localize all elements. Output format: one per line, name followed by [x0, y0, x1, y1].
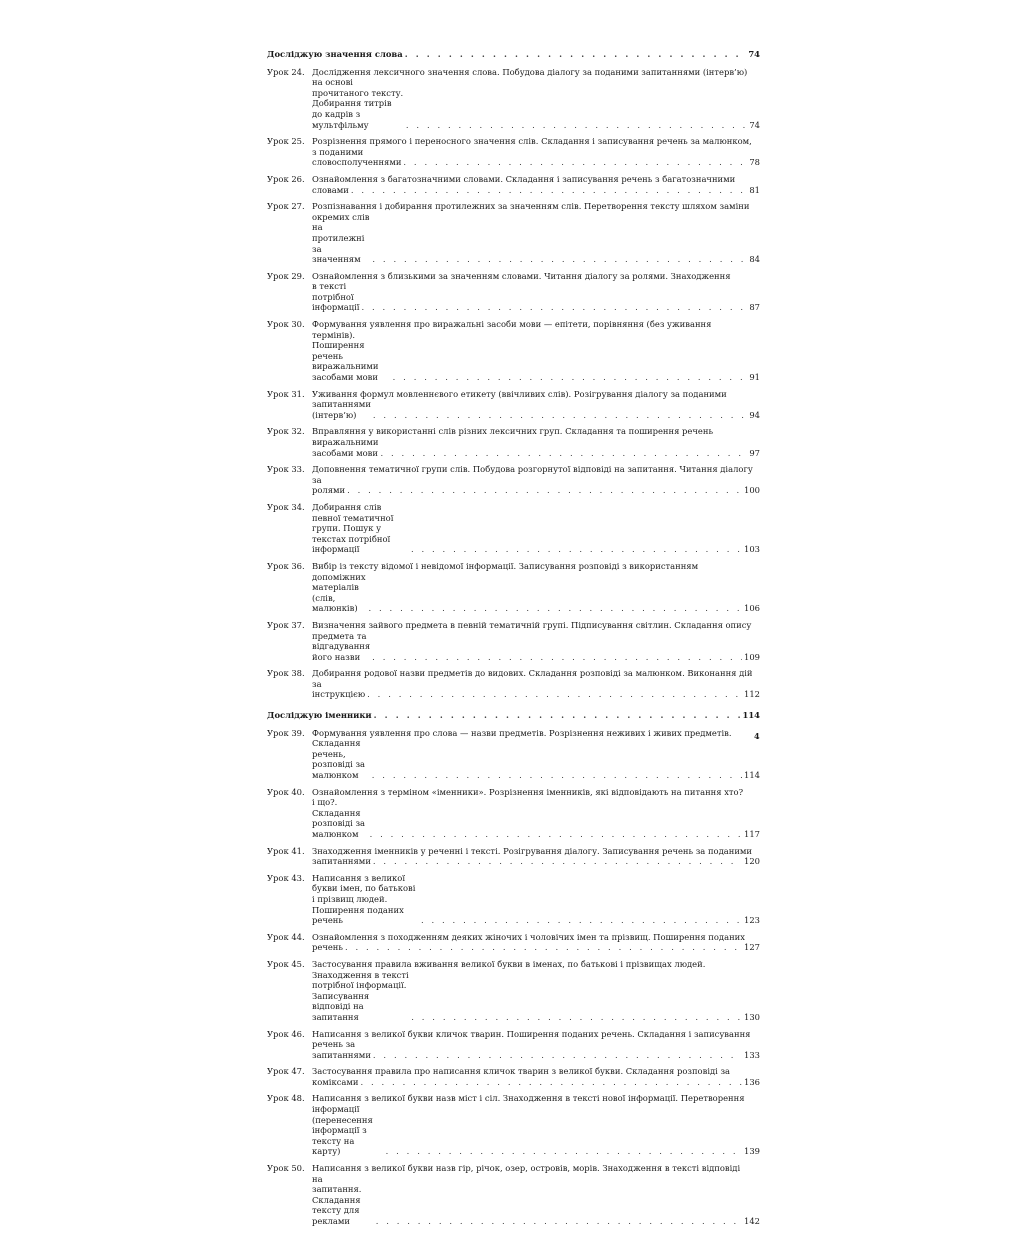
lesson-page-number: 74 — [749, 119, 760, 130]
toc-lesson-entry — [267, 932, 760, 953]
dot-leader — [373, 856, 742, 867]
lesson-title-line: Розрізнення прямого і переносного значення слів. Складання і записування речень за малюнком, — [312, 136, 752, 147]
lesson-title-line: Написання з великої букви імен, по батькові і прізвищ людей. Поширення поданих речень — [312, 872, 416, 926]
lesson-page-number: 84 — [749, 254, 760, 265]
lesson-page-number: 120 — [744, 856, 760, 867]
lesson-number: Урок 33. — [267, 464, 305, 475]
toc-lesson-entry — [267, 787, 760, 840]
lesson-number: Урок 44. — [267, 931, 305, 942]
lesson-title-line: запитаннями — [312, 856, 371, 867]
lesson-number: Урок 39. — [267, 727, 305, 738]
dot-leader — [361, 302, 747, 313]
lesson-page-number: 136 — [744, 1076, 760, 1087]
lesson-title-line: Вибір із тексту відомої і невідомої інформації. Записування розповіді з використанням — [312, 560, 699, 571]
toc-section-heading — [267, 49, 760, 60]
lesson-title-line: на запитання. Складання тексту для реклами — [312, 1173, 362, 1226]
dot-leader — [386, 1146, 742, 1157]
dot-leader — [367, 689, 742, 700]
toc-lesson-entry — [267, 668, 760, 700]
dot-leader — [393, 372, 748, 383]
dot-leader — [345, 942, 742, 953]
toc-lesson-entry — [267, 319, 760, 383]
lesson-number: Урок 27. — [267, 201, 305, 212]
lesson-number: Урок 45. — [267, 958, 305, 969]
lesson-title-line: за ролями — [312, 474, 346, 496]
dot-leader — [406, 120, 747, 131]
lesson-title-line: Знаходження в тексті потрібної інформації. Записування відповіді на запитання — [312, 969, 409, 1022]
lesson-page-number: 114 — [744, 770, 760, 781]
dot-leader — [360, 1077, 742, 1088]
lesson-title-line: Застосування правила вживання великої букви в іменах, по батькові і прізвищах людей. — [312, 958, 706, 969]
lesson-title-line: речень — [312, 942, 343, 953]
lesson-number: Урок 36. — [267, 560, 305, 571]
lesson-number: Урок 31. — [267, 388, 305, 399]
lesson-page-number: 103 — [744, 544, 760, 555]
lesson-number: Урок 29. — [267, 270, 305, 281]
toc-lesson-entry — [267, 389, 760, 421]
dot-leader — [373, 1050, 742, 1061]
section-title: Досліджую іменники — [267, 710, 372, 721]
lesson-title-line: і що?. Складання розповіді за малюнком — [312, 797, 366, 839]
lesson-page-number: 91 — [749, 372, 760, 383]
lesson-title-line: допоміжних матеріалів (слів, малюнків) — [312, 571, 366, 614]
lesson-number: Урок 43. — [267, 872, 305, 883]
dot-leader — [381, 448, 748, 459]
lesson-number: Урок 32. — [267, 426, 305, 437]
dot-leader — [376, 1216, 742, 1227]
toc-lesson-entry — [267, 426, 760, 458]
lesson-title-line: з поданими словосполученнями — [312, 146, 402, 168]
lesson-number: Урок 37. — [267, 619, 305, 630]
dot-leader — [421, 915, 742, 926]
lesson-page-number: 81 — [749, 184, 760, 195]
lesson-title-line: Написання з великої букви кличок тварин. Поширення поданих речень. Складання і записування — [312, 1028, 751, 1039]
dot-leader — [405, 49, 747, 60]
dot-leader — [372, 254, 747, 265]
lesson-title-line: за інструкцією — [312, 678, 366, 700]
lesson-page-number: 112 — [744, 689, 760, 700]
toc-lesson-entry — [267, 502, 760, 555]
lesson-page-number: 106 — [744, 603, 760, 614]
toc-lesson-entry — [267, 1163, 760, 1227]
lesson-title-line: Ознайомлення з багатозначними словами. Складання і записування речень з багатозначними — [312, 173, 736, 184]
lesson-title-line: Знаходження іменників у реченні і тексті. Розігрування діалогу. Записування речень за поданими — [312, 845, 752, 856]
lesson-title-line: Дослідження лексичного значення слова. Побудова діалогу за поданими запитаннями (інтерв’ю) — [312, 66, 748, 77]
lesson-number: Урок 48. — [267, 1093, 305, 1104]
lesson-title-line: Ознайомлення з близькими за значенням словами. Читання діалогу за ролями. Знаходження — [312, 270, 731, 281]
dot-leader — [372, 770, 742, 781]
lesson-page-number: 78 — [749, 157, 760, 168]
toc-lesson-entry — [267, 136, 760, 168]
lesson-number: Урок 50. — [267, 1163, 305, 1174]
toc-lesson-entry — [267, 728, 760, 781]
lesson-page-number: 142 — [744, 1216, 760, 1226]
dot-leader — [370, 829, 742, 840]
lesson-title-line: Вправляння у використанні слів різних лексичних груп. Складання та поширення речень — [312, 426, 713, 437]
lesson-title-line: на основі прочитаного тексту. Добирання титрів до кадрів з мультфільму — [312, 77, 404, 130]
lesson-number: Урок 24. — [267, 66, 305, 77]
toc-lesson-entry — [267, 620, 760, 662]
toc-lesson-entry — [267, 1093, 760, 1157]
lesson-title-line: запитаннями (інтерв’ю) — [312, 399, 371, 420]
lesson-page-number: 87 — [749, 302, 760, 313]
lesson-page-number: 109 — [744, 651, 760, 662]
lesson-number: Урок 30. — [267, 319, 305, 330]
toc-lesson-entry — [267, 1066, 760, 1087]
lesson-page-number: 117 — [744, 829, 760, 839]
toc-lesson-entry — [267, 464, 760, 496]
lesson-page-number: 139 — [744, 1146, 760, 1157]
table-of-contents — [267, 47, 760, 1233]
toc-lesson-entry — [267, 1029, 760, 1061]
dot-leader — [411, 1012, 742, 1023]
dot-leader — [372, 652, 742, 663]
dot-leader — [373, 410, 747, 421]
lesson-page-number: 130 — [744, 1011, 760, 1022]
lesson-page-number: 97 — [749, 447, 760, 458]
toc-lesson-entry — [267, 561, 760, 614]
lesson-title-line: коміксами — [312, 1076, 359, 1087]
lesson-number: Урок 41. — [267, 845, 305, 856]
lesson-title-line: Уживання формул мовленнєвого етикету (ввічливих слів). Розігрування діалогу за поданими — [312, 388, 727, 399]
dot-leader — [411, 544, 742, 555]
lesson-title-line: Написання з великої букви назв міст і сіл. Знаходження в тексті нової інформації. Перетворення — [312, 1093, 745, 1104]
lesson-page-number: 127 — [744, 942, 760, 953]
toc-lesson-entry — [267, 846, 760, 867]
lesson-title-line: Застосування правила про написання кличок тварин з великої букви. Складання розповіді за — [312, 1066, 731, 1077]
lesson-number: Урок 25. — [267, 136, 305, 147]
lesson-page-number: 94 — [749, 409, 760, 420]
section-page-number: 114 — [742, 710, 760, 721]
toc-lesson-entry — [267, 67, 760, 131]
page-number: 4 — [754, 731, 760, 741]
lesson-number: Урок 38. — [267, 668, 305, 679]
lesson-page-number: 133 — [744, 1049, 760, 1060]
lesson-title-line: Розпізнавання і добирання протилежних за значенням слів. Перетворення тексту шляхом заміни — [312, 201, 750, 212]
lesson-title-line: термінів). Поширення речень виражальними засобами мови — [312, 329, 379, 383]
lesson-title-line: в тексті потрібної інформації — [312, 281, 360, 313]
lesson-title-line: Визначення зайвого предмета в певній тематичній групі. Підписування світлин. Складання опису — [312, 619, 752, 630]
lesson-number: Урок 47. — [267, 1066, 305, 1077]
lesson-title-line: Формування уявлення про слова — назви предметів. Розрізнення неживих і живих предметів. — [312, 727, 732, 738]
lesson-title-line: Доповнення тематичної групи слів. Побудова розгорнутої відповіді на запитання. Читання діалогу — [312, 464, 753, 475]
dot-leader — [347, 485, 742, 496]
lesson-title-line: виражальними засобами мови — [312, 437, 379, 458]
lesson-page-number: 100 — [744, 485, 760, 496]
dot-leader — [369, 603, 743, 614]
lesson-number: Урок 34. — [267, 501, 305, 512]
lesson-page-number: 123 — [744, 915, 760, 926]
lesson-title-line: предмета та відгадування його назви — [312, 630, 371, 662]
dot-leader — [351, 185, 747, 196]
lesson-number: Урок 46. — [267, 1028, 305, 1039]
toc-lesson-entry — [267, 174, 760, 195]
lesson-title-line: Добирання родової назви предметів до видових. Складання розповіді за малюнком. Виконання дій — [312, 668, 753, 679]
section-title: Досліджую значення слова — [267, 49, 403, 59]
lesson-title-line: окремих слів на протилежні за значенням — [312, 211, 370, 265]
dot-leader — [374, 710, 741, 721]
lesson-number: Урок 26. — [267, 173, 305, 184]
lesson-title-line: словами — [312, 184, 349, 195]
lesson-title-line: Написання з великої букви назв гір, річок, озер, островів, морів. Знаходження в тексті відповіді — [312, 1163, 741, 1174]
lesson-title-line: Формування уявлення про виражальні засоби мови — епітети, порівняння (без уживання — [312, 319, 712, 330]
toc-lesson-entry — [267, 873, 760, 926]
dot-leader — [403, 157, 747, 168]
lesson-title-line: Ознайомлення з терміном «іменники». Розрізнення іменників, які відповідають на питання хто? — [312, 786, 744, 797]
lesson-title-line: інформації (перенесення інформації з тексту на карту) — [312, 1104, 373, 1157]
section-page-number: 74 — [748, 49, 760, 59]
lesson-title-line: Складання речень, розповіді за малюнком — [312, 738, 366, 781]
lesson-title-line: Добирання слів певної тематичної групи. Пошук у текстах потрібної інформації — [312, 501, 394, 555]
toc-lesson-entry — [267, 201, 760, 265]
lesson-title-line: Ознайомлення з походженням деяких жіночих і чоловічих імен та прізвищ. Поширення поданих — [312, 931, 745, 942]
toc-lesson-entry — [267, 959, 760, 1023]
toc-section-heading — [267, 710, 760, 721]
lesson-title-line: речень за запитаннями — [312, 1039, 371, 1060]
toc-lesson-entry — [267, 271, 760, 313]
lesson-number: Урок 40. — [267, 786, 305, 797]
